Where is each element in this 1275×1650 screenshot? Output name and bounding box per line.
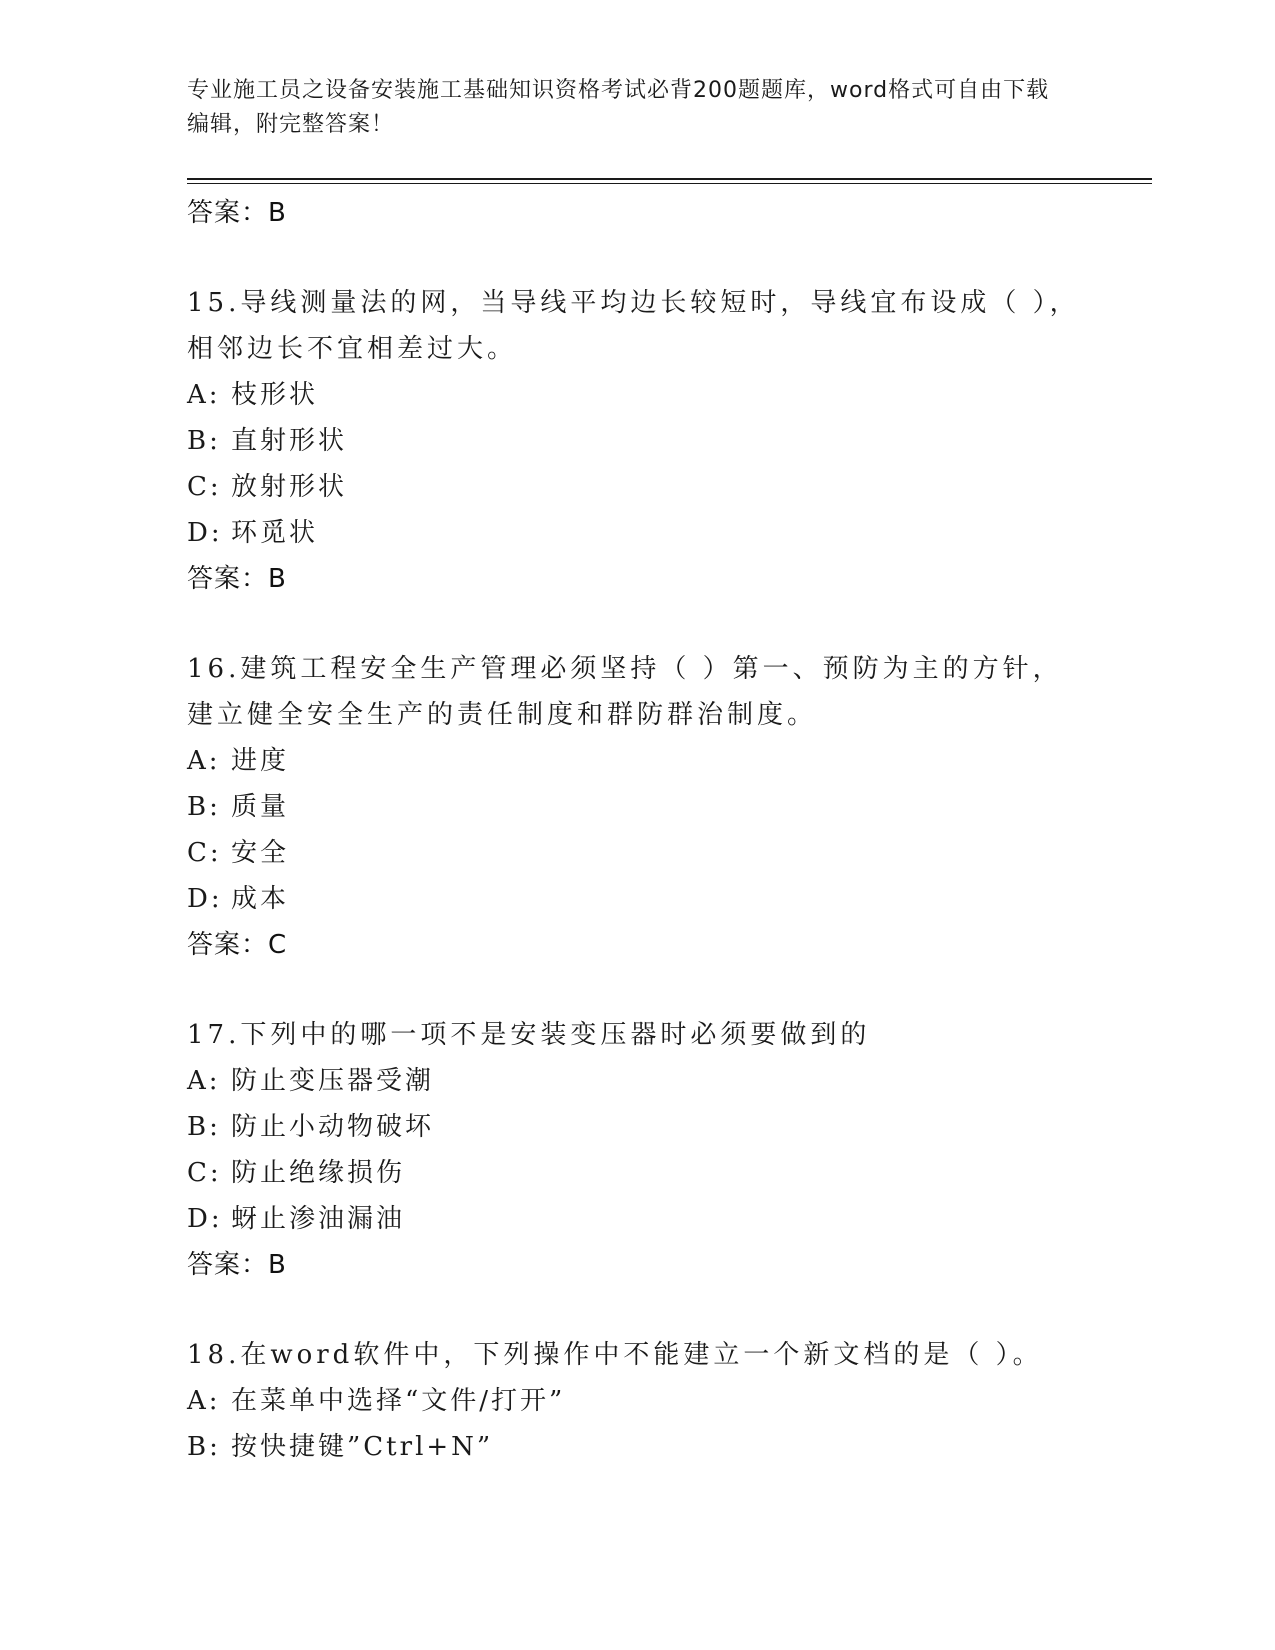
question-text: 15.导线测量法的网，当导线平均边长较短时，导线宜布设成（ ），相邻边长不宜相差过大。 bbox=[187, 288, 1080, 364]
question-block bbox=[187, 280, 1087, 602]
option-text: 质量 bbox=[231, 792, 290, 822]
option-b bbox=[187, 1424, 1087, 1470]
document-header: 专业施工员之设备安装施工基础知识资格考试必背200题题库，word格式可自由下载编辑，附完整答案！ bbox=[187, 78, 1050, 137]
option-letter: D: bbox=[187, 1204, 223, 1234]
option-letter: A: bbox=[187, 380, 221, 410]
option-text: 安全 bbox=[231, 838, 290, 868]
option-letter: A: bbox=[187, 1066, 221, 1096]
option-letter: D: bbox=[187, 518, 223, 548]
option-a bbox=[187, 372, 1087, 418]
option-c bbox=[187, 464, 1087, 510]
question-block bbox=[187, 1012, 1087, 1288]
option-text: 进度 bbox=[231, 746, 290, 776]
option-text: 直射形状 bbox=[231, 426, 348, 456]
option-letter: B: bbox=[187, 426, 221, 456]
option-a bbox=[187, 1058, 1087, 1104]
option-a bbox=[187, 738, 1087, 784]
spacer bbox=[187, 1288, 1087, 1332]
option-text: 放射形状 bbox=[231, 472, 348, 502]
spacer bbox=[187, 968, 1087, 1012]
option-letter: C: bbox=[187, 838, 222, 868]
option-c bbox=[187, 830, 1087, 876]
question-text: 18.在word软件中，下列操作中不能建立一个新文档的是（ ）。 bbox=[187, 1340, 1043, 1370]
option-text: 防止变压器受潮 bbox=[231, 1066, 435, 1096]
option-letter: B: bbox=[187, 1432, 221, 1462]
spacer bbox=[187, 236, 1087, 280]
option-text: 在菜单中选择“文件/打开” bbox=[231, 1386, 566, 1416]
option-b bbox=[187, 418, 1087, 464]
option-letter: B: bbox=[187, 1112, 221, 1142]
option-letter: C: bbox=[187, 1158, 222, 1188]
option-letter: B: bbox=[187, 792, 221, 822]
question-text: 17.下列中的哪一项不是安装变压器时必须要做到的 bbox=[187, 1020, 871, 1050]
answer-line: 答案：C bbox=[187, 930, 288, 960]
header-divider bbox=[187, 178, 1152, 180]
option-d bbox=[187, 876, 1087, 922]
question-text: 16.建筑工程安全生产管理必须坚持（ ）第一、预防为主的方针，建立健全安全生产的责任制度和群防群治制度。 bbox=[187, 654, 1063, 730]
option-c bbox=[187, 1150, 1087, 1196]
option-text: 按快捷键”Ctrl+N” bbox=[231, 1432, 494, 1462]
option-d bbox=[187, 510, 1087, 556]
option-a bbox=[187, 1378, 1087, 1424]
option-text: 成本 bbox=[231, 884, 290, 914]
option-text: 枝形状 bbox=[231, 380, 319, 410]
question-block bbox=[187, 646, 1087, 968]
option-letter: C: bbox=[187, 472, 222, 502]
option-text: 蚜止渗油漏油 bbox=[231, 1204, 406, 1234]
document-body bbox=[187, 190, 1087, 1470]
option-d bbox=[187, 1196, 1087, 1242]
option-letter: D: bbox=[187, 884, 223, 914]
option-letter: A: bbox=[187, 746, 221, 776]
option-b bbox=[187, 1104, 1087, 1150]
option-text: 环觅状 bbox=[231, 518, 319, 548]
option-text: 防止小动物破坏 bbox=[231, 1112, 435, 1142]
option-b bbox=[187, 784, 1087, 830]
question-block bbox=[187, 1332, 1087, 1470]
header-divider-thin bbox=[187, 183, 1152, 184]
spacer bbox=[187, 602, 1087, 646]
option-text: 防止绝缘损伤 bbox=[231, 1158, 406, 1188]
answer-line: 答案：B bbox=[187, 564, 287, 594]
answer-line: 答案：B bbox=[187, 1250, 287, 1280]
option-letter: A: bbox=[187, 1386, 221, 1416]
answer-line: 答案：B bbox=[187, 198, 287, 228]
